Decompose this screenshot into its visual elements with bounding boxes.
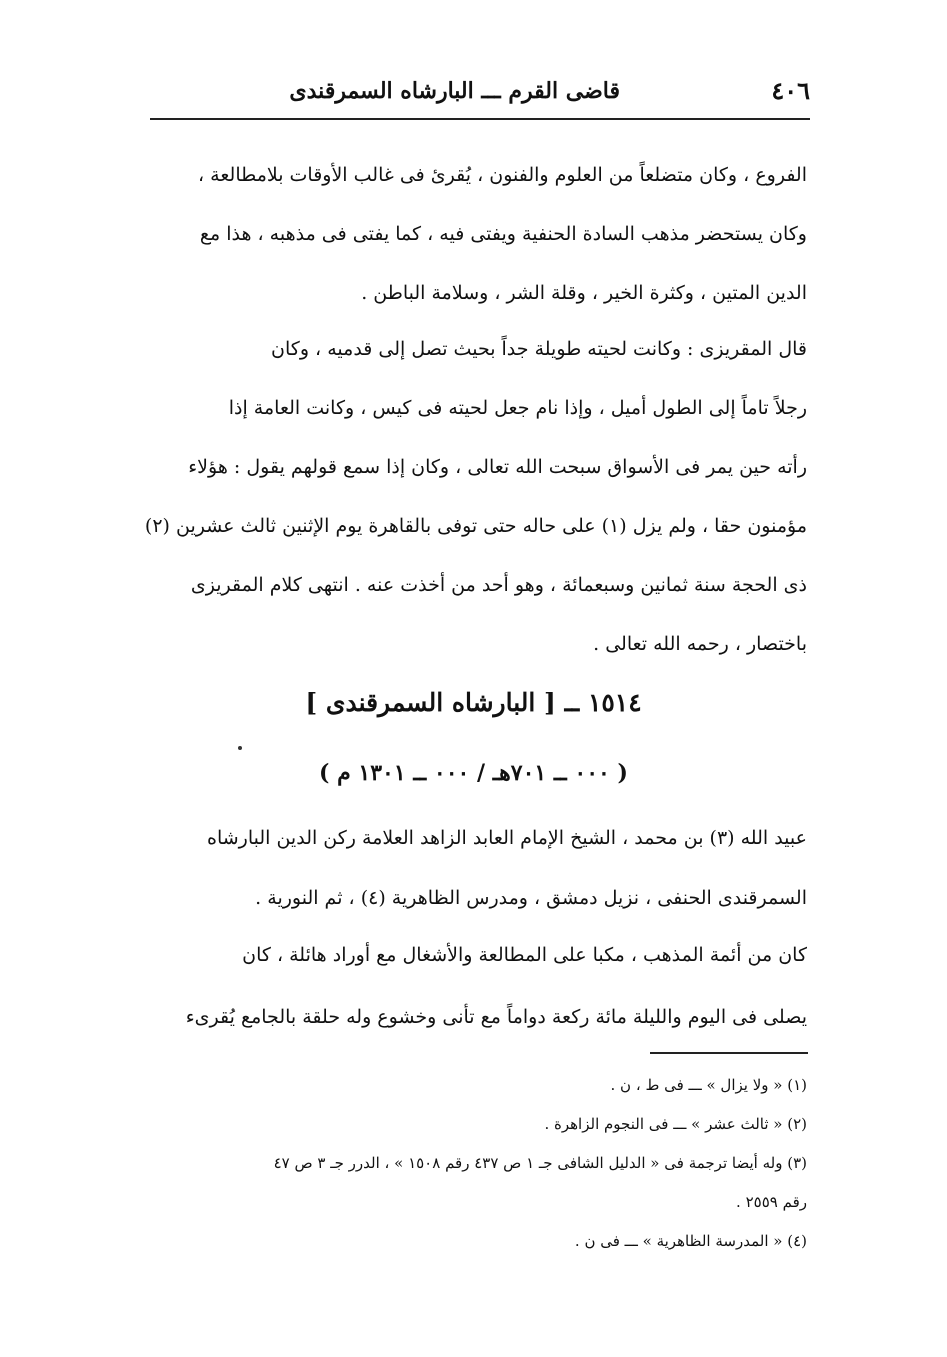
entry-heading: ١٥١٤ ــ [ البارشاه السمرقندى ]: [305, 688, 642, 717]
paragraph-3: [137, 808, 807, 928]
text-line: رأته حين يمر فى الأسواق سبحت الله تعالى ، وكان إذا سمع قولهم يقول : هؤلاء: [188, 456, 807, 478]
paragraph-2: [137, 320, 807, 674]
text-line: يصلى فى اليوم والليلة مائة ركعة دواماً مع تأنى وخشوع وله حلقة بالجامع يُقرىء: [185, 1006, 807, 1028]
paragraph-4: [137, 924, 807, 1048]
text-line: ذى الحجة سنة ثمانين وسبعمائة ، وهو أحد من أخذت عنه . انتهى كلام المقريزى: [190, 574, 807, 596]
footnote-divider: [650, 1052, 808, 1054]
footnotes: [137, 1066, 807, 1261]
scan-speck: [238, 746, 242, 750]
footnote-continuation: رقم ٢٥٥٩ .: [736, 1193, 807, 1211]
text-line: كان من أئمة المذهب ، مكبا على المطالعة والأشغال مع أوراد هائلة ، كان: [242, 944, 807, 966]
text-line: قال المقريزى : وكانت لحيته طويلة جداً بحيث تصل إلى قدميه ، وكان: [271, 338, 807, 360]
text-line: الدين المتين ، وكثرة الخير ، وقلة الشر ، وسلامة الباطن .: [361, 282, 807, 304]
footnote: (٤) « المدرسة الظاهرية » ـــ فى ن .: [574, 1232, 807, 1250]
footnote: (١) « ولا يزال » ـــ فى ط ، ن .: [610, 1076, 807, 1094]
footnote: (٢) « ثالث عشر » ـــ فى النجوم الزاهرة .: [544, 1115, 807, 1133]
running-title: قاضى القرم ـــ البارشاه السمرقندى: [289, 78, 620, 104]
text-line: مؤمنون حقا ، ولم يزل (١) على حاله حتى توفى بالقاهرة يوم الإثنين ثالث عشرين (٢): [144, 515, 807, 537]
page-header: [150, 70, 810, 120]
page-number: ٤٠٦: [771, 76, 810, 105]
text-line: السمرقندى الحنفى ، نزيل دمشق ، ومدرس الظاهرية (٤) ، ثم النورية .: [255, 887, 807, 909]
text-line: باختصار ، رحمه الله تعالى .: [593, 633, 807, 655]
paragraph-1: [137, 146, 807, 323]
text-line: رجلاً تاماً إلى الطول أميل ، وإذا نام جعل لحيته فى كيس ، وكانت العامة إذا: [228, 397, 807, 419]
text-line: وكان يستحضر مذهب السادة الحنفية ويفتى فيه ، كما يفتى فى مذهبه ، هذا مع: [199, 223, 807, 245]
footnote: (٣) وله أيضا ترجمة فى « الدليل الشافى جـ ١ ص ٤٣٧ رقم ١٥٠٨ » ، الدرر جـ ٣ ص ٤٧: [273, 1154, 807, 1172]
text-line: عبيد الله (٣) بن محمد ، الشيخ الإمام العابد الزاهد العلامة ركن الدين البارشاه: [207, 827, 807, 849]
entry-dates: ( ٠٠٠ ــ ٧٠١هـ / ٠٠٠ ــ ١٣٠١ م ): [319, 760, 628, 786]
text-line: الفروع ، وكان متضلعاً من العلوم والفنون ، يُقرئ فى غالب الأوقات بلامطالعة ،: [198, 164, 807, 186]
